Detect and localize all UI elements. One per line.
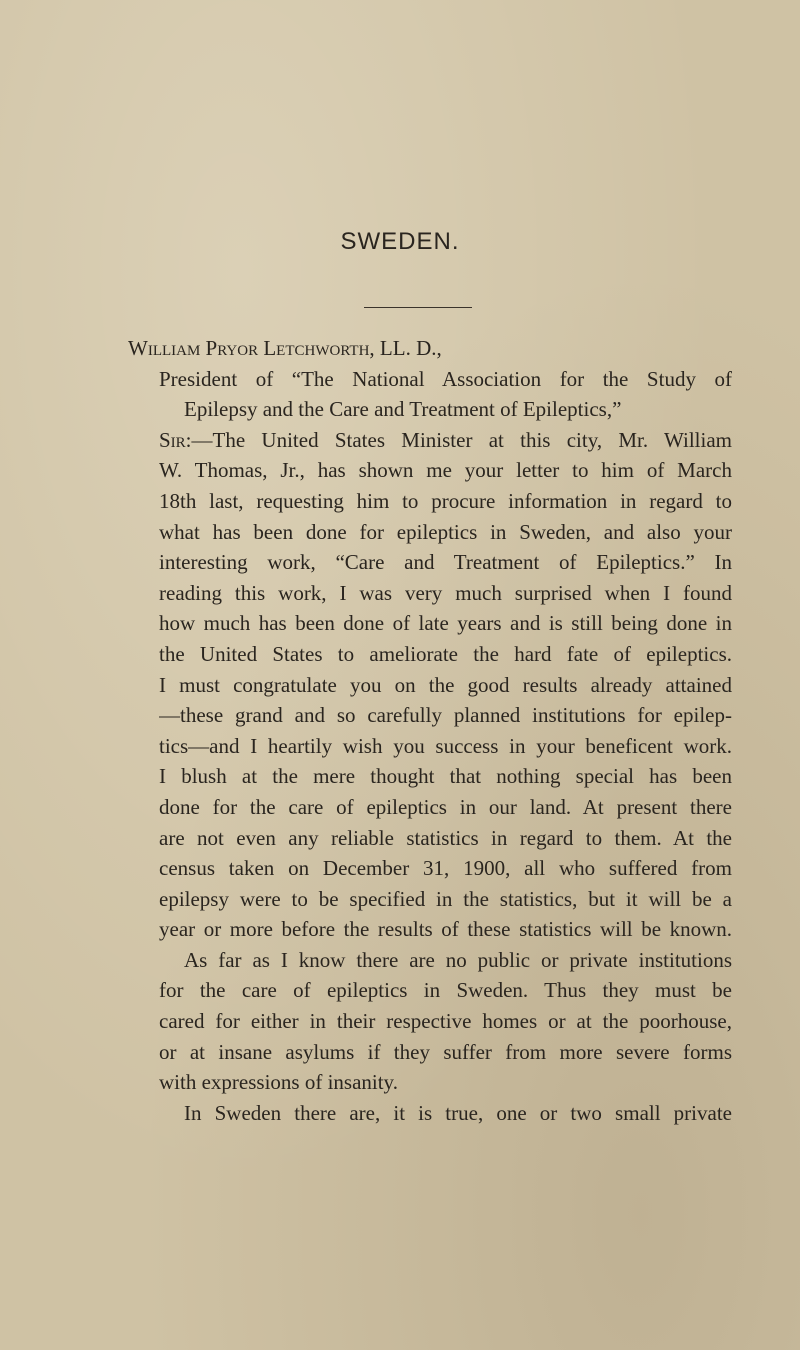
page-heading: SWEDEN.	[340, 228, 460, 255]
text-line: census taken on December 31, 1900, all who suffered from	[159, 856, 732, 881]
text-line: I blush at the mere thought that nothing special has been	[159, 764, 732, 789]
text-line: or at insane asylums if they suffer from more severe forms	[159, 1039, 732, 1064]
text-line: the United States to ameliorate the hard fate of epileptics.	[159, 641, 732, 666]
text-line: President of “The National Association for the Study of	[159, 366, 732, 391]
text-line: what has been done for epileptics in Sweden, and also your	[159, 519, 732, 544]
text-line: 18th last, requesting him to procure information in regard to	[159, 488, 732, 513]
text-line: epilepsy were to be specified in the statistics, but it will be a	[159, 886, 732, 911]
text-line: As far as I know there are no public or private institutions	[184, 947, 732, 972]
text-line: cared for either in their respective homes or at the poorhouse,	[159, 1009, 732, 1034]
text-line	[159, 425, 732, 456]
text-line: I must congratulate you on the good results already attained	[159, 672, 732, 697]
text-line: Epilepsy and the Care and Treatment of Epileptics,”	[184, 397, 622, 422]
salutation: Sir:—	[159, 427, 213, 452]
addressee: William Pryor Letchworth, LL. D.,	[128, 336, 442, 360]
text-line: are not even any reliable statistics in regard to them. At the	[159, 825, 732, 850]
text-line: for the care of epileptics in Sweden. Thus they must be	[159, 978, 732, 1003]
text-line: interesting work, “Care and Treatment of Epileptics.” In	[159, 550, 732, 575]
heading-rule	[364, 307, 472, 308]
text-line: —these grand and so carefully planned institutions for epilep-	[159, 703, 732, 728]
addressee-line	[0, 333, 800, 364]
text-line: year or more before the results of these statistics will be known.	[159, 917, 732, 942]
text-line: reading this work, I was very much surprised when I found	[159, 580, 732, 605]
letter-body	[0, 333, 800, 1128]
text-line: done for the care of epileptics in our land. At present there	[159, 794, 732, 819]
text-line: tics—and I heartily wish you success in your beneficent work.	[159, 733, 732, 758]
text-line-content: The United States Minister at this city, Mr. William	[212, 427, 732, 452]
text-line: In Sweden there are, it is true, one or two small private	[184, 1100, 732, 1125]
text-line: W. Thomas, Jr., has shown me your letter to him of March	[159, 458, 732, 483]
text-line: how much has been done of late years and is still being done in	[159, 611, 732, 636]
text-line: with expressions of insanity.	[159, 1070, 398, 1095]
